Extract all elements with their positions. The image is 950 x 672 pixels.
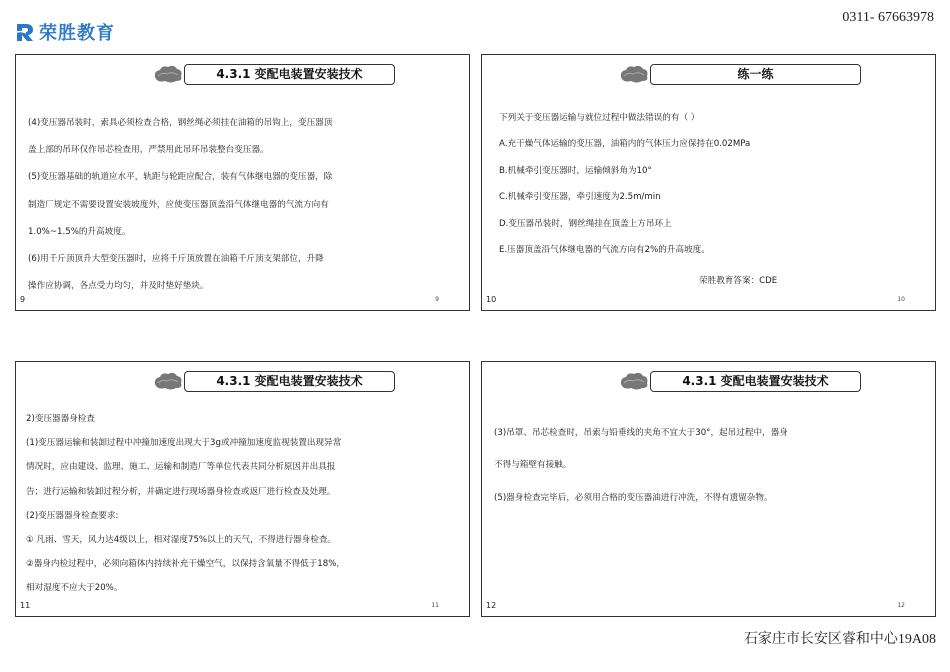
page-number-small: 12 <box>897 602 905 609</box>
option-b: B.机械牵引变压器时，运输倾斜角为10° <box>499 165 652 176</box>
ink-splash-icon <box>618 370 650 392</box>
page-number: 11 <box>20 601 31 610</box>
text-line: ②器身内检过程中，必须向箱体内持续补充干燥空气，以保持含氧量不得低于18%， <box>26 559 345 570</box>
text-line: (6)用千斤顶顶升大型变压器时，应将千斤顶放置在油箱千斤顶支架部位，升降 <box>28 254 324 265</box>
slide-12 <box>481 361 936 617</box>
brand-logo-icon <box>14 21 36 43</box>
text-line: 1.0%~1.5%的升高坡度。 <box>28 226 131 237</box>
text-line: 操作应协调，各点受力均匀，并及时垫好垫块。 <box>28 281 209 292</box>
option-e: E.压器顶盖沿气体继电器的气流方向有2%的升高坡度。 <box>499 245 710 256</box>
page-number-small: 10 <box>897 296 905 303</box>
footer-address: 石家庄市长安区睿和中心19A08 <box>743 632 936 647</box>
page-number-small: 9 <box>435 296 439 303</box>
slide-title: 4.3.1 变配电装置安装技术 <box>184 64 395 85</box>
slide-9 <box>15 54 470 311</box>
page-number: 10 <box>486 295 497 304</box>
text-line: 2)变压器器身检查 <box>26 414 95 424</box>
slide-title: 练一练 <box>650 64 861 85</box>
ink-splash-icon <box>152 63 184 85</box>
text-line: 情况时，应由建设、监理、施工、运输和制造厂等单位代表共同分析原因并出具报 <box>26 462 336 473</box>
text-line: (4)变压器吊装时，索具必须检查合格，钢丝绳必须挂在油箱的吊钩上，变压器顶 <box>28 118 333 128</box>
text-line: 相对湿度不应大于20%。 <box>26 583 123 594</box>
page-number-small: 11 <box>431 602 439 609</box>
slide-body <box>26 407 457 601</box>
phone-number: 0311- 67663978 <box>842 10 934 25</box>
text-line: 告；进行运输和装卸过程分析，并确定进行现场器身检查或返厂进行检查及处理。 <box>26 486 336 497</box>
text-line: (3)吊罩、吊芯检查时，吊索与铅垂线的夹角不宜大于30°，起吊过程中，器身 <box>494 428 788 438</box>
slide-body <box>28 110 457 300</box>
page-number: 9 <box>20 295 26 304</box>
text-line: 盖上部的吊环仅作吊芯检查用，严禁用此吊环吊装整台变压器。 <box>28 145 269 156</box>
ink-splash-icon <box>152 370 184 392</box>
text-line: ① 凡雨、雪天，风力达4级以上，相对湿度75%以上的天气，不得进行器身检查。 <box>26 535 337 546</box>
text-line: (2)变压器器身检查要求: <box>26 510 119 521</box>
option-d: D.变压器吊装时，钢丝绳挂在顶盖上方吊环上 <box>499 218 672 229</box>
text-line: 不得与箱壁有接触。 <box>494 460 572 471</box>
answer-text: 荣胜教育答案：CDE <box>699 276 778 286</box>
option-c: C.机械牵引变压器，牵引速度为2.5m/min <box>499 192 661 203</box>
brand-name: 荣胜教育 <box>39 23 115 44</box>
ink-splash-icon <box>618 63 650 85</box>
slide-title: 4.3.1 变配电装置安装技术 <box>184 371 395 392</box>
brand-logo <box>14 20 115 44</box>
slide-body <box>494 417 923 514</box>
page-number: 12 <box>486 601 497 610</box>
slide-title: 4.3.1 变配电装置安装技术 <box>650 371 861 392</box>
text-line: (5)变压器基础的轨道应水平，轨距与轮距应配合，装有气体继电器的变压器，除 <box>28 172 333 183</box>
text-line: (5)器身检查完毕后，必须用合格的变压器油进行冲洗，不得有遗留杂物。 <box>494 492 773 503</box>
text-line: 制造厂规定不需要设置安装坡度外，应使变压器顶盖沿气体继电器的气流方向有 <box>28 199 329 210</box>
slide-10 <box>481 54 936 311</box>
text-line: (1)变压器运输和装卸过程中冲撞加速度出现大于3g或冲撞加速度监视装置出现异常 <box>26 438 342 449</box>
question-body <box>499 105 923 263</box>
question-stem: 下列关于变压器运输与就位过程中做法错误的有（ ） <box>499 113 700 123</box>
option-a: A.充干燥气体运输的变压器，油箱内的气体压力应保持在0.02MPa <box>499 139 751 150</box>
slide-11 <box>15 361 470 617</box>
